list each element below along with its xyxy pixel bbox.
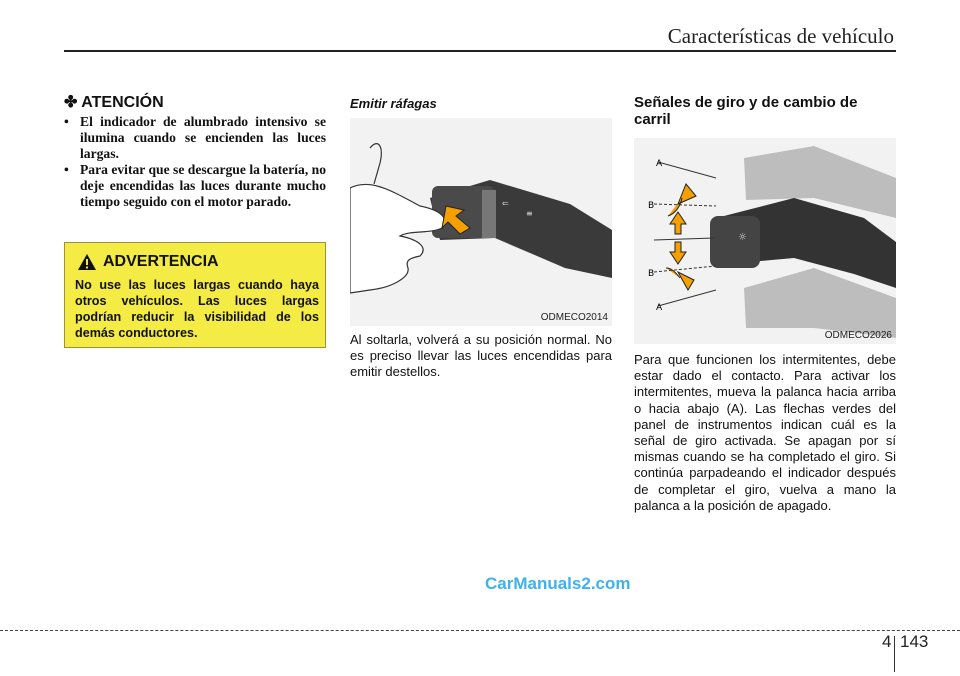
headlamp-stalk-illustration [350,118,612,326]
attention-item: • Para evitar que se descargue la batería, no deje encendidas las luces durante mucho tiempo seguido con el motor parado. [64,162,326,209]
chapter-number: 4 [882,632,892,651]
attention-item: • El indicador de alumbrado intensivo se ilumina cuando se encienden las luces largas. [64,114,326,161]
header-rule [64,50,896,52]
attention-icon: ✤ [64,94,78,111]
flash-text: Al soltarla, volverá a su posición normal. No es preciso llevar las luces encendidas para emitir destellos. [350,332,612,380]
page-number: 143 [900,632,929,651]
callout-label: A [656,159,663,169]
attention-list [64,114,326,210]
attention-title [64,92,164,112]
figure-code: ODMECO2014 [540,312,608,323]
warning-header [77,253,219,271]
turn-signal-stalk-illustration [634,138,896,344]
flash-figure [350,118,612,326]
page-header-title: Características de vehículo [667,24,894,48]
svg-text:☼: ☼ [738,232,747,243]
turn-signal-text: Para que funcionen los intermitentes, debe estar dado el contacto. Para activar los intermitentes, mueva la palanca hacia arriba o hacia abajo (A). Las flechas verdes del panel de instrumentos indican cuál es la señal de giro activada. Se apagan por sí mismas cuando se ha completado el giro. Si continúa parpadeando el indicador después de completar el giro, vuelva a mano la palanca a la posición de apagado. [634,352,896,513]
callout-label: B [648,201,655,211]
warning-triangle-icon [77,253,97,271]
svg-text:≡: ≡ [526,209,533,218]
warning-box [64,242,326,348]
callout-label: A [656,303,663,313]
bullet-icon: • [64,114,69,129]
watermark: CarManuals2.com [485,574,631,593]
turn-signal-title: Señales de giro y de cambio de carril [634,94,858,128]
warning-title: ADVERTENCIA [103,253,219,270]
footer-rule [0,630,960,631]
attention-title-text: ATENCIÓN [81,94,164,111]
callout-label: B [648,269,655,279]
page-separator [894,636,895,672]
warning-text: No use las luces largas cuando haya otros vehículos. Las luces largas podrían reducir la visibilidad de los demás conductores. [75,278,319,340]
svg-text:⇐: ⇐ [502,199,509,208]
bullet-icon: • [64,162,69,177]
figure-code: ODMECO2026 [824,330,892,341]
flash-title: Emitir ráfagas [350,96,437,111]
turn-signal-figure [634,138,896,344]
